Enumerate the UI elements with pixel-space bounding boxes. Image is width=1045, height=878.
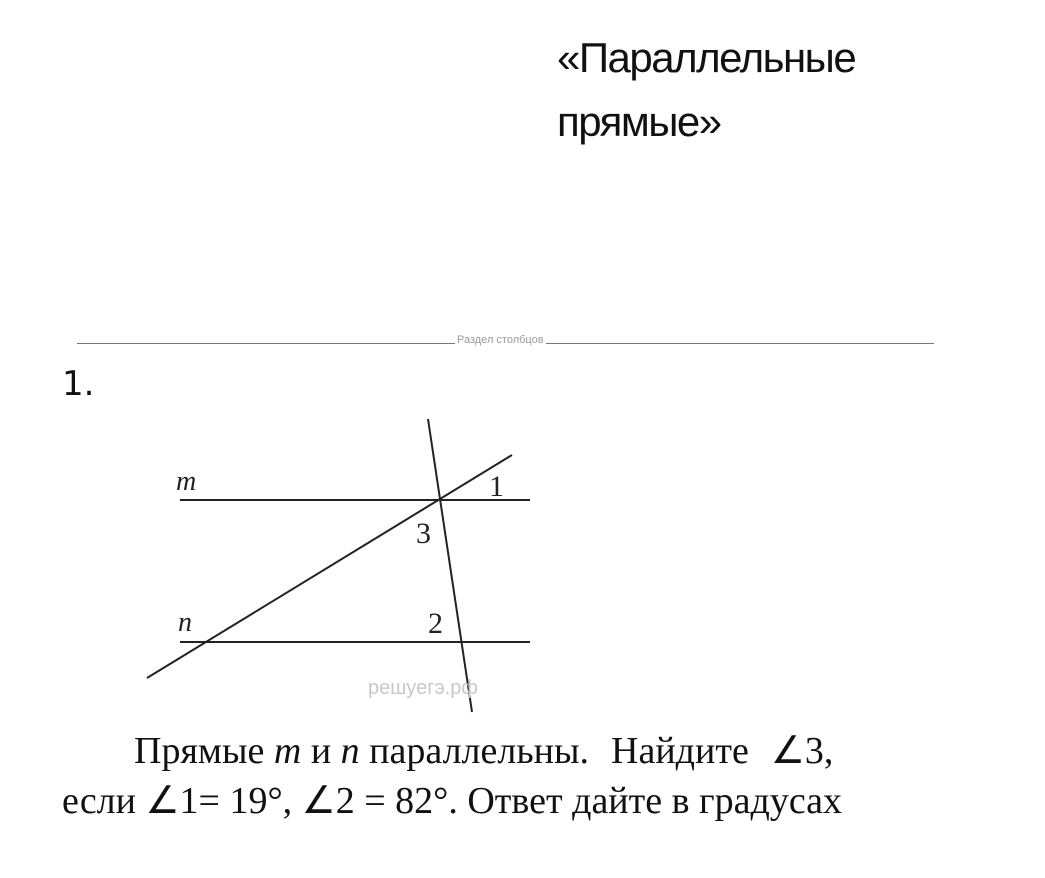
problem-line-1	[62, 726, 962, 776]
transversal-line	[428, 419, 472, 712]
section-break-label: Раздел столбцов	[457, 334, 544, 346]
problem-text-part: ∠3,	[770, 730, 834, 772]
problem-number: 1.	[62, 364, 95, 404]
problem-line-2: если ∠1= 19°, ∠2 = 82°. Ответ дайте в градусах	[62, 780, 843, 822]
title-line-1: «Параллельные	[557, 34, 856, 81]
problem-text-part: параллельны.	[359, 730, 590, 772]
watermark: решуегэ.рф	[368, 677, 478, 699]
problem-text-part: Найдите	[611, 730, 749, 772]
label-n: n	[178, 607, 192, 638]
angle-1-label: 1	[489, 470, 504, 503]
variable-m: m	[273, 730, 302, 772]
problem-text-part: Прямые	[134, 730, 274, 772]
label-m: m	[176, 466, 197, 497]
title-line-2: прямые»	[557, 98, 721, 145]
angle-2-label: 2	[428, 607, 443, 640]
angle-3-label: 3	[416, 517, 431, 550]
secant-line	[147, 455, 512, 678]
variable-n: n	[340, 730, 360, 772]
page-title	[557, 26, 1017, 154]
problem-statement	[62, 726, 962, 826]
parallel-lines-figure	[140, 410, 540, 720]
problem-text-part: и	[301, 730, 341, 772]
